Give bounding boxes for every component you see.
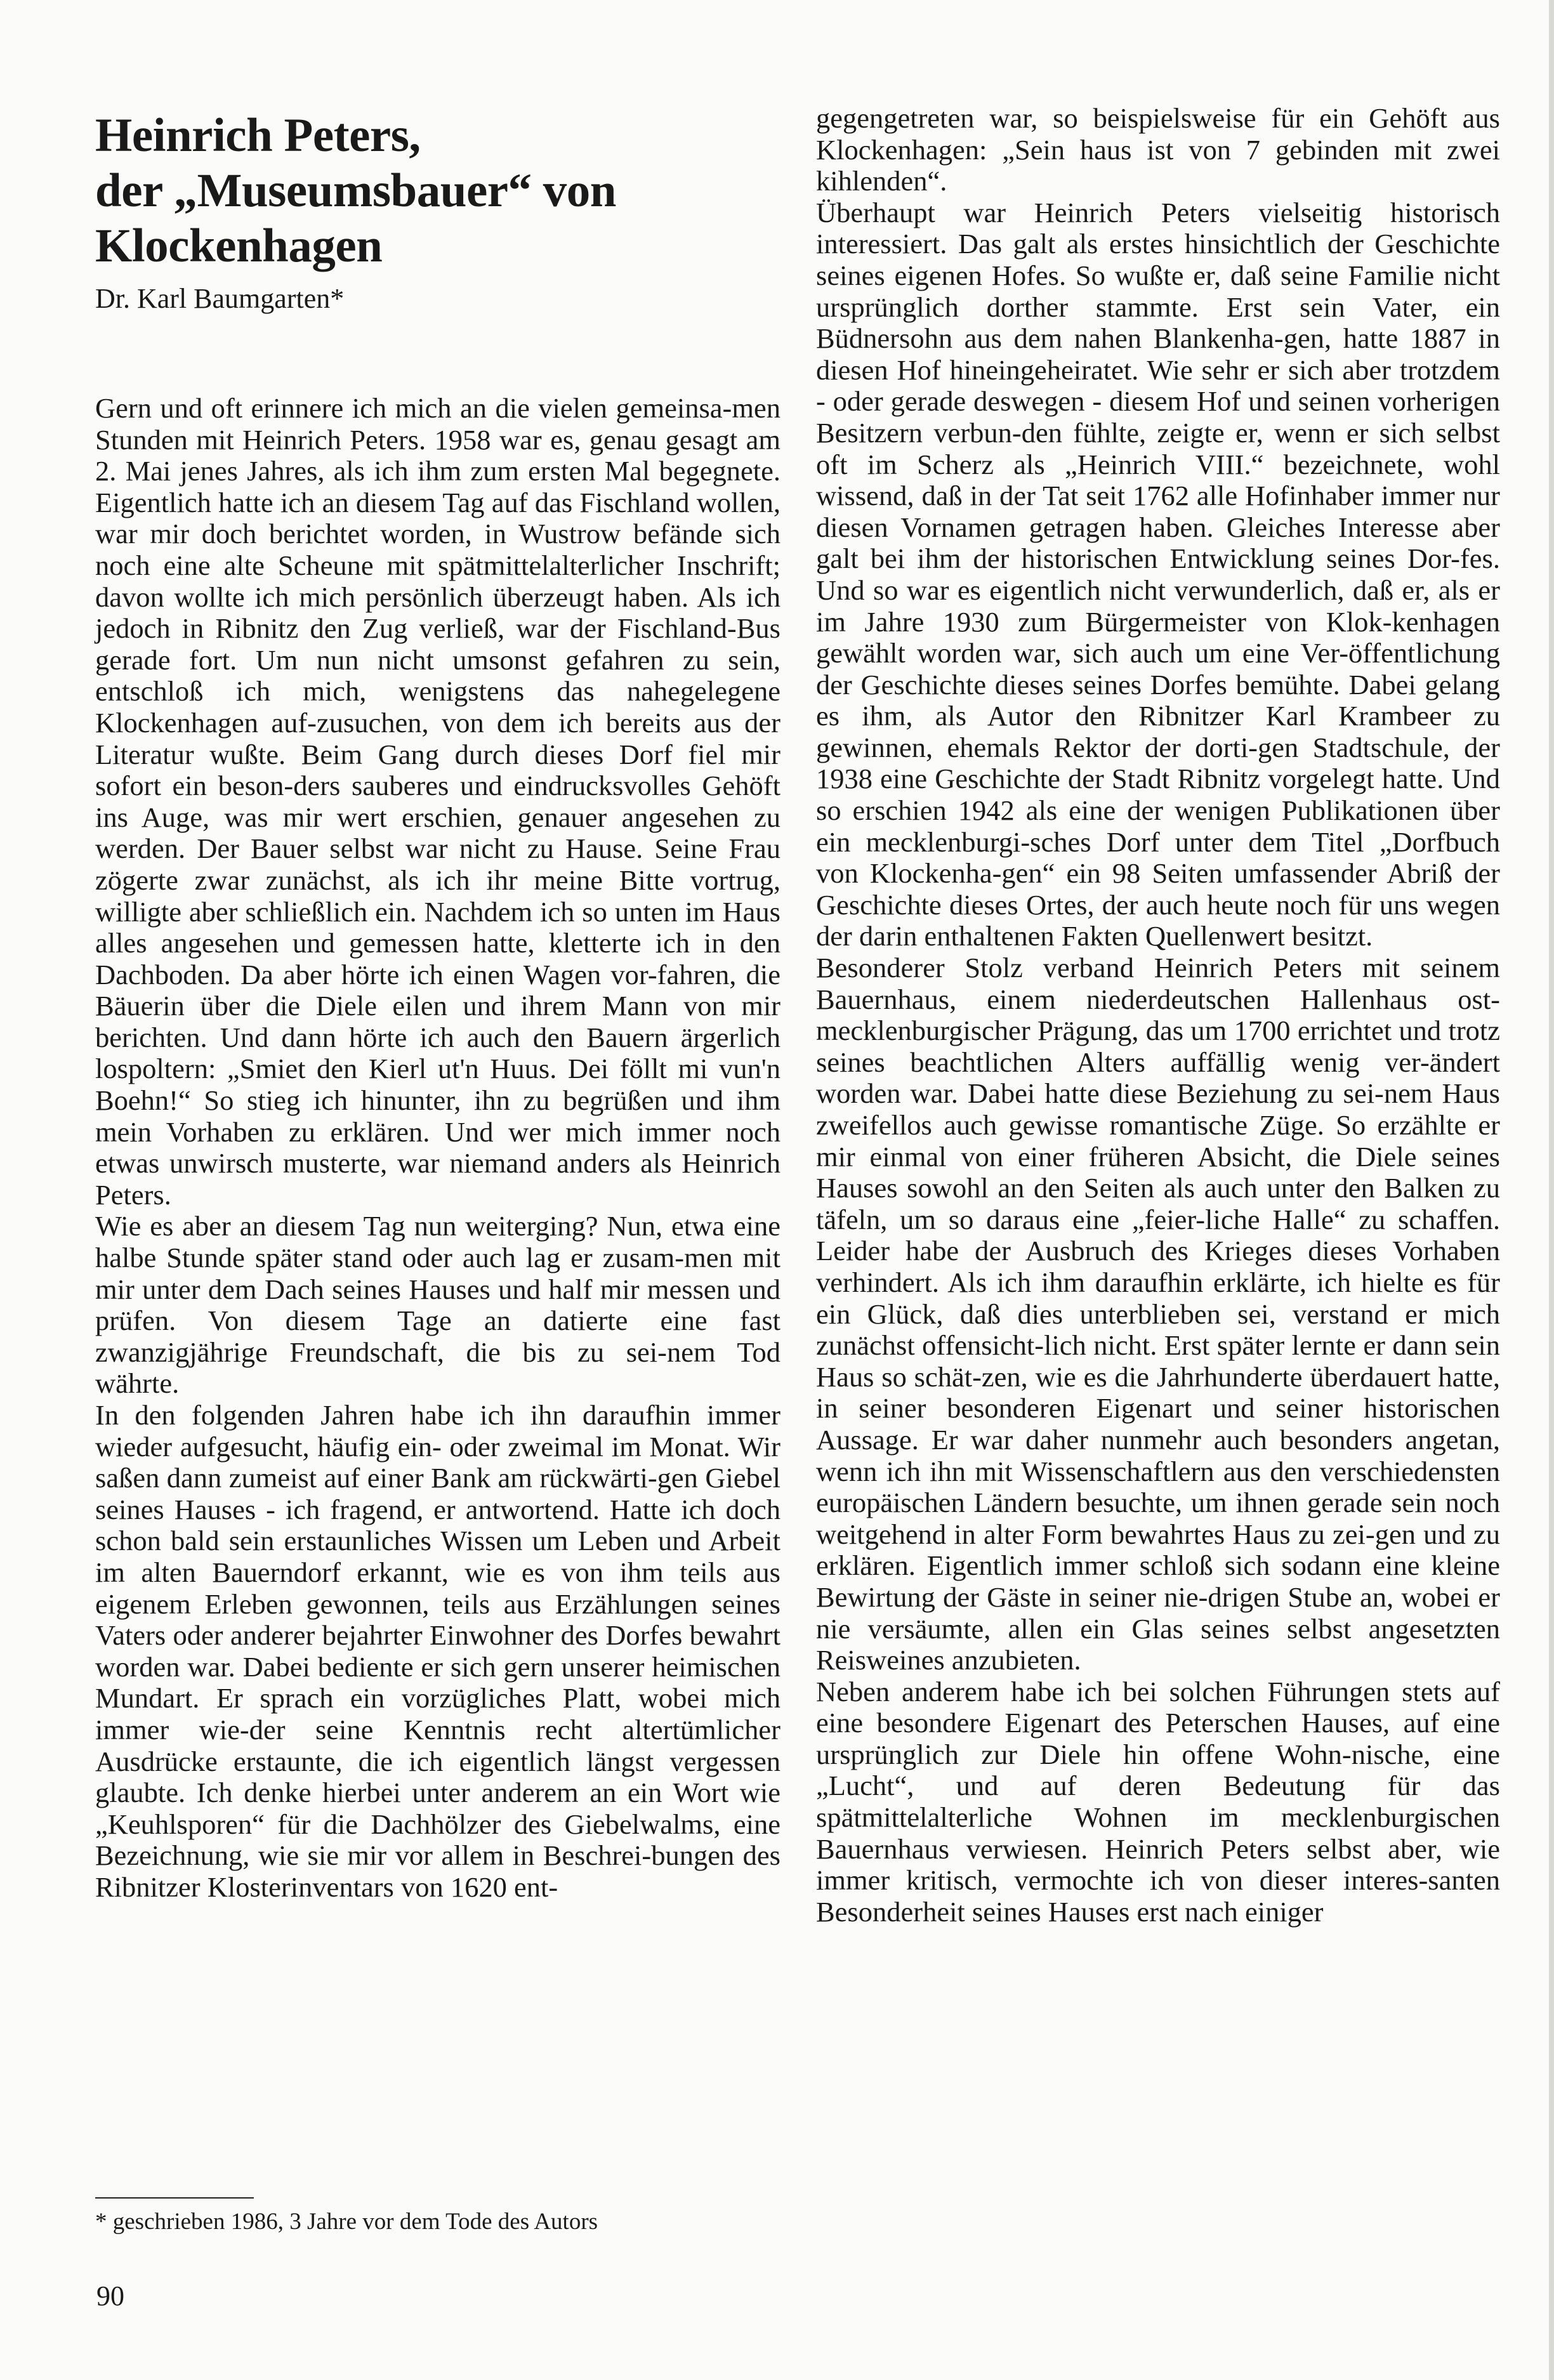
paragraph: Gern und oft erinnere ich mich an die vielen gemeinsa-men Stunden mit Heinrich Peters. 1958 war es, genau gesagt am 2. Mai jenes Jahres, als ich ihm zum ersten Mal begegnete. Eigentlich hatte ich an diesem Tag auf das Fischland wollen, war mir doch berichtet worden, in Wustrow befände sich noch eine alte Scheune mit spätmittelalterlicher Inschrift; davon wollte ich mich persönlich überzeugt haben. Als ich jedoch in Ribnitz den Zug verließ, war der Fischland-Bus gerade fort. Um nun nicht umsonst gefahren zu sein, entschloß ich mich, wenigstens das nahegelegene Klockenhagen auf-zusuchen, von dem ich bereits aus der Literatur wußte. Beim Gang durch dieses Dorf fiel mir sofort ein beson-ders sauberes und eindrucksvolles Gehöft ins Auge, was mir wert erschien, genauer angesehen zu werden. Der Bauer selbst war nicht zu Hause. Seine Frau zögerte zwar zunächst, als ich ihr meine Bitte vortrug, willigte aber schließlich ein. Nachdem ich so unten im Haus alles angesehen und gemessen hatte, kletterte ich in den Dachboden. Da aber hörte ich einen Wagen vor-fahren, die Bäuerin über die Diele eilen und ihrem Mann von mir berichten. Und dann hörte ich auch den Bauern ärgerlich lospoltern: „Smiet den Kierl ut'n Huus. Dei föllt mi vun'n Boehn!“ So stieg ich hinunter, ihn zu begrüßen und ihm mein Vorhaben zu erklären. Und wer mich immer noch etwas unwirsch musterte, war niemand anders als Heinrich Peters. xyxy=(95,392,780,1211)
paragraph: Wie es aber an diesem Tag nun weiterging? Nun, etwa eine halbe Stunde später stand oder auch lag er zusam-men mit mir unter dem Dach seines Hauses und half mir messen und prüfen. Von diesem Tage an datierte eine fast zwanzigjährige Freundschaft, die bis zu sei-nem Tod währte. xyxy=(95,1210,780,1400)
paragraph: In den folgenden Jahren habe ich ihn daraufhin immer wieder aufgesucht, häufig ein- oder zweimal im Monat. Wir saßen dann zumeist auf einer Bank am rückwärti-gen Giebel seines Hauses - ich fragend, er antwortend. Hatte ich doch schon bald sein erstaunliches Wissen um Leben und Arbeit im alten Bauerndorf erkannt, wie es von ihm teils aus eigenem Erleben gewonnen, teils aus Erzählungen seines Vaters oder anderer bejahrter Einwohner des Dorfes bewahrt worden war. Dabei bediente er sich gern unserer heimischen Mundart. Er sprach ein vorzügliches Platt, wobei mich immer wie-der seine Kenntnis recht altertümlicher Ausdrücke erstaunte, die ich eigentlich längst vergessen glaubte. Ich denke hierbei unter anderem an ein Wort wie „Keuhlsporen“ für die Dachhölzer des Giebelwalms, eine Bezeichnung, wie sie mir vor allem in Beschrei-bungen des Ribnitzer Klosterinventars von 1620 ent- xyxy=(95,1399,780,1903)
page-edge xyxy=(1549,0,1554,2380)
title-line: Heinrich Peters, xyxy=(95,109,421,162)
title-line: Klockenhagen xyxy=(95,220,383,272)
footnote: * geschrieben 1986, 3 Jahre vor dem Tode des Autors xyxy=(95,2209,598,2235)
author-byline: Dr. Karl Baumgarten* xyxy=(95,283,345,314)
footnote-divider xyxy=(95,2197,254,2199)
title-line: der „Museumsbauer“ von xyxy=(95,164,616,217)
article-title xyxy=(95,108,780,273)
page-number: 90 xyxy=(96,2280,124,2311)
left-column xyxy=(95,108,780,1903)
paragraph: Besonderer Stolz verband Heinrich Peters mit seinem Bauernhaus, einem niederdeutschen Hallenhaus ost-mecklenburgischer Prägung, das um 1700 errichtet und trotz seines beachtlichen Alters auffällig wenig ver-ändert worden war. Dabei hatte diese Beziehung zu sei-nem Haus zweifellos auch gewisse romantische Züge. So erzählte er mir einmal von einer früheren Absicht, die Diele seines Hauses sowohl an den Seiten als auch unter den Balken zu täfeln, um so daraus eine „feier-liche Halle“ zu schaffen. Leider habe der Ausbruch des Krieges dieses Vorhaben verhindert. Als ich ihm daraufhin erklärte, ich hielte es für ein Glück, daß dies unterblieben sei, verstand er mich zunächst offensicht-lich nicht. Erst später lernte er dann sein Haus so schät-zen, wie es die Jahrhunderte überdauert hatte, in seiner besonderen Eigenart und seiner historischen Aussage. Er war daher nunmehr auch besonders angetan, wenn ich ihn mit Wissenschaftlern aus den verschiedensten europäischen Ländern besuchte, um ihnen gerade sein noch weitgehend in alter Form bewahrtes Haus zu zei-gen und zu erklären. Eigentlich immer schloß sich sodann eine kleine Bewirtung der Gäste in seiner nie-drigen Stube an, wobei er nie versäumte, allen ein Glas seines selbst angesetzten Reisweines anzubieten. xyxy=(816,952,1500,1676)
left-body-text xyxy=(95,393,780,1903)
right-column xyxy=(816,103,1500,1928)
right-body-text xyxy=(816,103,1500,1928)
paragraph: Überhaupt war Heinrich Peters vielseitig historisch interessiert. Das galt als erstes hinsichtlich der Geschichte seines eigenen Hofes. So wußte er, daß seine Familie nicht ursprünglich dorther stammte. Erst sein Vater, ein Büdnersohn aus dem nahen Blankenha-gen, hatte 1887 in diesen Hof hineingeheiratet. Wie sehr er sich aber trotzdem - oder gerade deswegen - diesem Hof und seinen vorherigen Besitzern verbun-den fühlte, zeigte er, wenn er sich selbst oft im Scherz als „Heinrich VIII.“ bezeichnete, wohl wissend, daß in der Tat seit 1762 alle Hofinhaber immer nur diesen Vornamen getragen haben. Gleiches Interesse aber galt bei ihm der historischen Entwicklung seines Dor-fes. Und so war es eigentlich nicht verwunderlich, daß er, als er im Jahre 1930 zum Bürgermeister von Klok-kenhagen gewählt worden war, sich auch um eine Ver-öffentlichung der Geschichte dieses seines Dorfes bemühte. Dabei gelang es ihm, als Autor den Ribnitzer Karl Krambeer zu gewinnen, ehemals Rektor der dorti-gen Stadtschule, der 1938 eine Geschichte der Stadt Ribnitz vorgelegt hatte. Und so erschien 1942 als eine der wenigen Publikationen über ein mecklenburgi-sches Dorf unter dem Titel „Dorfbuch von Klockenha-gen“ ein 98 Seiten umfassender Abriß der Geschichte dieses Ortes, der auch heute noch für uns wegen der darin enthaltenen Fakten Quellenwert besitzt. xyxy=(816,196,1500,952)
paragraph: gegengetreten war, so beispielsweise für ein Gehöft aus Klockenhagen: „Sein haus ist von 7 gebinden mit zwei kihlenden“. xyxy=(816,102,1500,197)
paragraph: Neben anderem habe ich bei solchen Führungen stets auf eine besondere Eigenart des Peterschen Hauses, auf eine ursprünglich zur Diele hin offene Wohn-nische, eine „Lucht“, und auf deren Bedeutung für das spätmittelalterliche Wohnen im mecklenburgischen Bauernhaus verwiesen. Heinrich Peters selbst aber, wie immer kritisch, vermochte ich von dieser interes-santen Besonderheit seines Hauses erst nach einiger xyxy=(816,1675,1500,1928)
